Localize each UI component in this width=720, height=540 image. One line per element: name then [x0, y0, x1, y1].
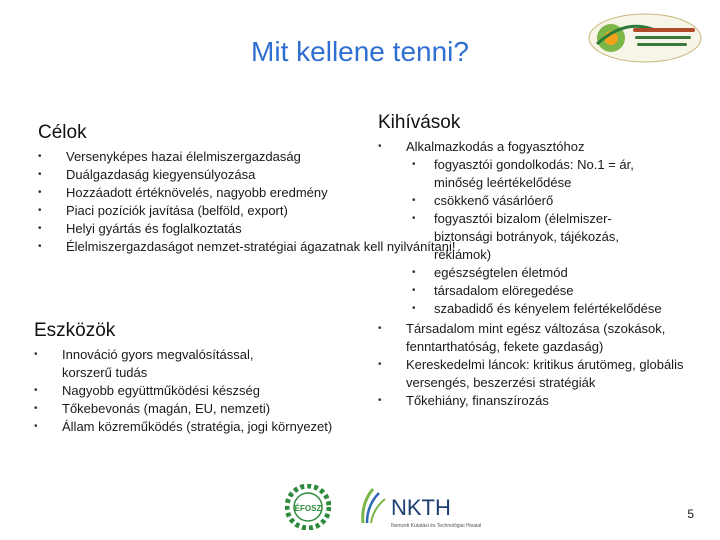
list-item: • Élelmiszergazdaságot nemzet-stratégiai ágazatnak kell nyilvánítani!: [38, 238, 455, 256]
nkth-logo: [355, 483, 495, 533]
eszkozok-list: [34, 346, 364, 436]
eszkozok-heading: Eszközök: [34, 320, 116, 341]
list-item: • Alkalmazkodás a fogyasztóhoz: [378, 138, 698, 156]
efosz-logo: [285, 484, 331, 530]
kihivasok-list: [378, 138, 698, 156]
sub-list-item: • szabadidő és kényelem felértékelődése: [412, 300, 702, 318]
sub-list-item: • csökkenő vásárlóerő: [412, 192, 702, 210]
list-item: • Helyi gyártás és foglalkoztatás: [38, 220, 455, 238]
list-item: • Állam közreműködés (stratégia, jogi környezet): [34, 418, 364, 436]
sub-list-item: • egészségtelen életmód: [412, 264, 702, 282]
celok-heading: Célok: [38, 122, 87, 143]
celok-list: [38, 148, 455, 256]
kihivasok-heading: Kihívások: [378, 112, 461, 133]
sub-list-item: • társadalom elöregedése: [412, 282, 702, 300]
partner-logo-top-right: [585, 8, 707, 66]
list-item: • Társadalom mint egész változása (szokások, fenntarthatóság, fekete gazdaság): [378, 320, 671, 356]
list-item: • Hozzáadott értéknövelés, nagyobb eredmény: [38, 184, 455, 202]
list-item: • Innováció gyors megvalósítással, korszerű tudás: [34, 346, 282, 382]
slide-title: Mit kellene tenni?: [251, 36, 469, 67]
kihivasok-sublist: [412, 156, 702, 318]
list-item: • Piaci pozíciók javítása (belföld, export): [38, 202, 455, 220]
nkth-logo-subtitle: Nemzeti Kutatási és Technológiai Hivatal: [391, 523, 482, 529]
list-item: • Tőkehiány, finanszírozás: [378, 392, 688, 410]
list-item: • Versenyképes hazai élelmiszergazdaság: [38, 148, 455, 166]
list-item: • Kereskedelmi láncok: kritikus árutömeg, globális versengés, beszerzési stratégiák: [378, 356, 688, 392]
efosz-logo-text: ÉFOSZ: [294, 504, 322, 513]
list-item: • Nagyobb együttműködési készség: [34, 382, 364, 400]
list-item: • Tőkebevonás (magán, EU, nemzeti): [34, 400, 364, 418]
list-item: • Duálgazdaság kiegyensúlyozása: [38, 166, 455, 184]
sub-list-item: • fogyasztói bizalom (élelmiszer-biztonsági botrányok, tájékozás, reklámok): [412, 210, 649, 264]
nkth-logo-text: NKTH: [391, 495, 451, 520]
kihivasok-main-list: [378, 320, 688, 410]
page-number: 5: [687, 507, 694, 521]
sub-list-item: • fogyasztói gondolkodás: No.1 = ár, minőség leértékelődése: [412, 156, 679, 192]
